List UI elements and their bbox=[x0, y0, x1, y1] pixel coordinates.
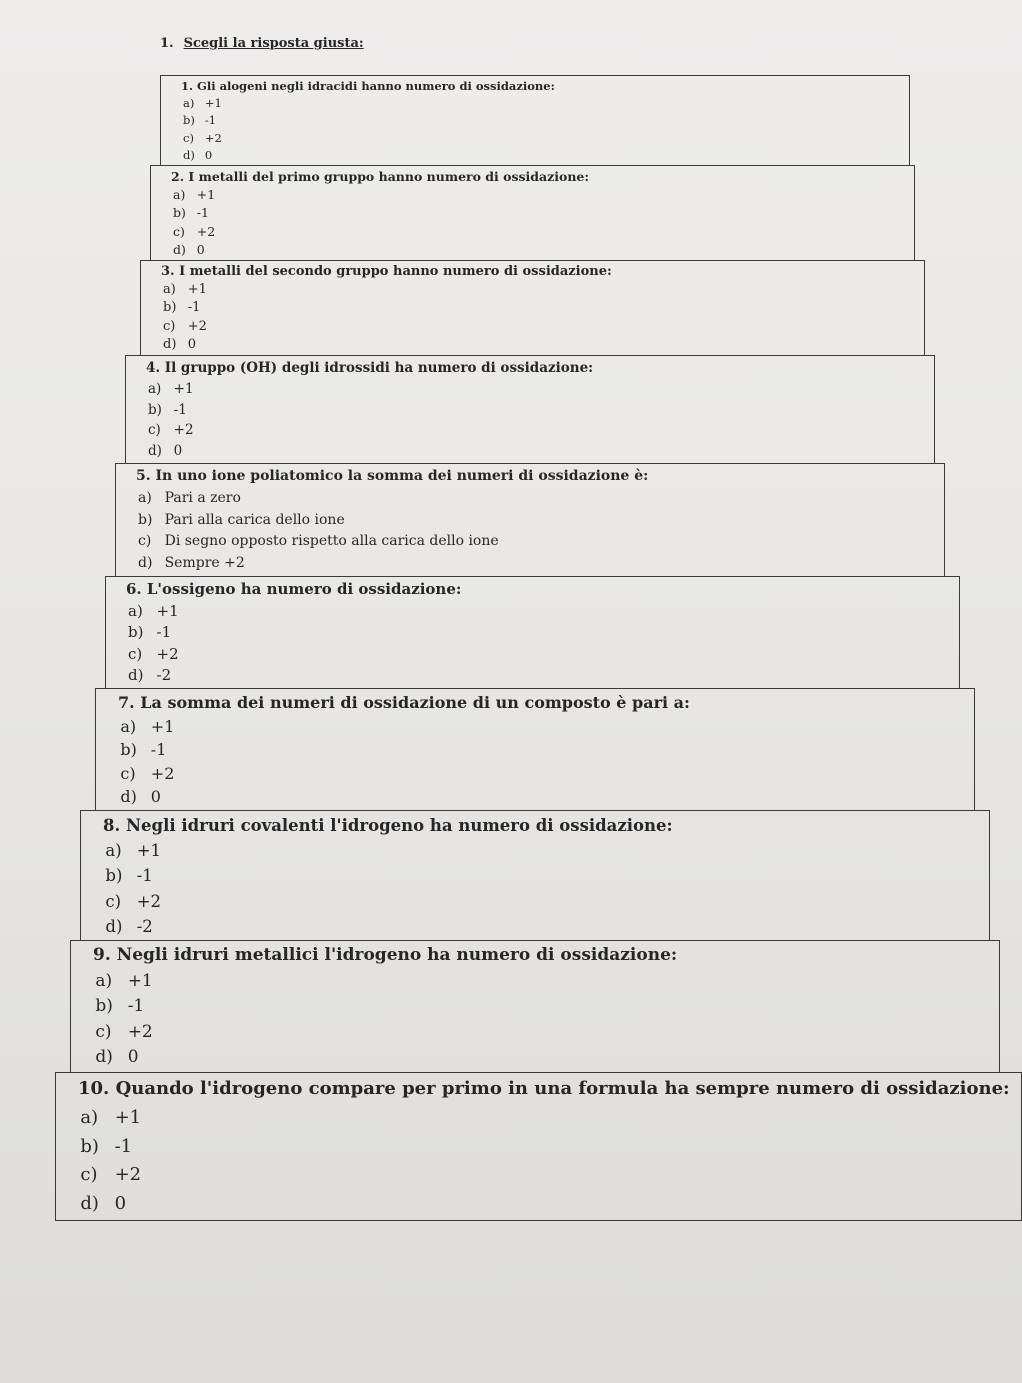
answer-option bbox=[171, 204, 914, 222]
option-letter: a) bbox=[163, 282, 176, 298]
option-text: 0 bbox=[204, 147, 213, 162]
answer-option bbox=[181, 95, 909, 112]
option-text: 0 bbox=[150, 787, 161, 807]
option-text: +1 bbox=[150, 716, 175, 736]
option-letter: b) bbox=[148, 401, 162, 418]
option-text: Di segno opposto rispetto alla carica dello ione bbox=[164, 533, 499, 550]
option-letter: a) bbox=[183, 96, 195, 111]
question-title: 3. I metalli del secondo gruppo hanno numero di ossidazione: bbox=[161, 264, 612, 279]
question-title: 2. I metalli del primo gruppo hanno numero di ossidazione: bbox=[171, 169, 589, 184]
option-letter: d) bbox=[183, 147, 195, 162]
option-letter: d) bbox=[128, 666, 144, 685]
option-letter: d) bbox=[163, 336, 177, 352]
option-text: -1 bbox=[173, 401, 187, 418]
option-text: +2 bbox=[156, 644, 179, 663]
option-text: -1 bbox=[156, 623, 172, 642]
question-title: 8. Negli idruri covalenti l'idrogeno ha numero di ossidazione: bbox=[103, 816, 673, 835]
question-3 bbox=[140, 260, 925, 355]
answer-option bbox=[161, 336, 924, 354]
question-title: 1. Gli alogeni negli idracidi hanno numero di ossidazione: bbox=[181, 79, 555, 93]
option-letter: c) bbox=[95, 1021, 112, 1042]
answer-option bbox=[118, 715, 974, 739]
answer-option bbox=[93, 1045, 999, 1071]
option-letter: b) bbox=[163, 300, 177, 316]
option-letter: d) bbox=[105, 916, 123, 936]
option-text: -1 bbox=[204, 113, 217, 128]
question-title: 6. L'ossigeno ha numero di ossidazione: bbox=[126, 580, 462, 598]
question-2 bbox=[150, 165, 915, 260]
answer-option bbox=[118, 785, 974, 809]
answer-option bbox=[93, 969, 999, 995]
option-letter: b) bbox=[183, 113, 195, 128]
option-text: -1 bbox=[187, 300, 201, 316]
option-letter: c) bbox=[120, 763, 136, 783]
answer-option bbox=[103, 889, 989, 914]
option-letter: d) bbox=[173, 241, 186, 257]
answer-option bbox=[78, 1104, 1021, 1133]
option-letter: d) bbox=[80, 1193, 99, 1215]
table-bottom-border bbox=[55, 1220, 1022, 1221]
option-text: Pari alla carica dello ione bbox=[164, 511, 345, 528]
option-letter: a) bbox=[138, 489, 152, 506]
answer-option bbox=[181, 147, 909, 164]
option-letter: a) bbox=[128, 601, 143, 620]
answer-option bbox=[126, 644, 959, 666]
option-text: +2 bbox=[196, 223, 216, 239]
answer-option bbox=[93, 1020, 999, 1046]
option-letter: a) bbox=[95, 970, 113, 991]
question-8 bbox=[80, 810, 990, 940]
question-title: 5. In uno ione poliatomico la somma dei numeri di ossidazione è: bbox=[136, 468, 649, 484]
answer-option bbox=[118, 738, 974, 762]
question-title: 4. Il gruppo (OH) degli idrossidi ha numero di ossidazione: bbox=[146, 360, 594, 376]
option-text: +1 bbox=[136, 841, 162, 861]
option-text: +1 bbox=[127, 970, 153, 991]
option-text: 0 bbox=[187, 336, 196, 352]
option-letter: c) bbox=[148, 422, 161, 439]
option-letter: b) bbox=[105, 866, 123, 886]
answer-option bbox=[161, 299, 924, 317]
answer-option bbox=[103, 838, 989, 863]
option-letter: b) bbox=[120, 740, 137, 760]
option-text: 0 bbox=[173, 443, 183, 460]
option-text: +2 bbox=[150, 763, 175, 783]
answer-option bbox=[78, 1190, 1021, 1219]
option-letter: c) bbox=[173, 223, 185, 239]
option-letter: c) bbox=[183, 130, 194, 145]
answer-option bbox=[171, 223, 914, 241]
option-text: +2 bbox=[187, 318, 207, 334]
option-text: -1 bbox=[136, 866, 153, 886]
option-text: -1 bbox=[150, 740, 167, 760]
answer-option bbox=[93, 994, 999, 1020]
option-text: +2 bbox=[127, 1021, 153, 1042]
answer-option bbox=[181, 112, 909, 129]
option-text: -1 bbox=[127, 996, 145, 1017]
option-letter: a) bbox=[148, 380, 162, 397]
option-letter: a) bbox=[105, 841, 122, 861]
answer-option bbox=[161, 281, 924, 299]
option-letter: d) bbox=[120, 787, 137, 807]
answer-option bbox=[146, 379, 934, 400]
option-text: Sempre +2 bbox=[164, 555, 245, 572]
option-text: +1 bbox=[187, 282, 207, 298]
option-letter: b) bbox=[95, 996, 113, 1017]
option-letter: d) bbox=[148, 443, 162, 460]
option-text: -1 bbox=[114, 1135, 133, 1157]
option-letter: c) bbox=[163, 318, 176, 334]
question-7 bbox=[95, 688, 975, 810]
option-text: -2 bbox=[156, 666, 172, 685]
option-letter: c) bbox=[80, 1164, 98, 1186]
question-title: 7. La somma dei numeri di ossidazione di un composto è pari a: bbox=[118, 693, 690, 712]
instruction-number: 1. bbox=[160, 36, 174, 51]
answer-option bbox=[136, 531, 944, 553]
option-letter: a) bbox=[120, 716, 137, 736]
option-letter: b) bbox=[80, 1135, 99, 1157]
answer-option bbox=[126, 601, 959, 623]
question-title: 10. Quando l'idrogeno compare per primo in una formula ha sempre numero di ossidazione: bbox=[78, 1078, 1010, 1099]
answer-option bbox=[171, 186, 914, 204]
option-letter: a) bbox=[80, 1106, 99, 1128]
answer-option bbox=[78, 1133, 1021, 1162]
option-text: +2 bbox=[204, 130, 222, 145]
question-6 bbox=[105, 576, 960, 688]
option-text: 0 bbox=[114, 1193, 127, 1215]
instruction-text: Scegli la risposta giusta: bbox=[183, 36, 364, 51]
answer-option bbox=[181, 130, 909, 147]
answer-option bbox=[103, 863, 989, 888]
option-letter: b) bbox=[138, 511, 153, 528]
answer-option bbox=[146, 441, 934, 462]
answer-option bbox=[78, 1161, 1021, 1190]
question-5 bbox=[115, 463, 945, 576]
option-text: 0 bbox=[196, 241, 205, 257]
option-text: +1 bbox=[173, 380, 194, 397]
question-4 bbox=[125, 355, 935, 463]
option-text: +2 bbox=[136, 891, 162, 911]
option-text: -2 bbox=[136, 916, 153, 936]
question-10 bbox=[55, 1072, 1022, 1220]
option-letter: d) bbox=[95, 1047, 113, 1068]
answer-option bbox=[146, 400, 934, 421]
option-text: +1 bbox=[204, 96, 222, 111]
answer-option bbox=[126, 665, 959, 687]
question-9 bbox=[70, 940, 1000, 1072]
option-text: +2 bbox=[114, 1164, 142, 1186]
answer-option bbox=[146, 420, 934, 441]
option-text: +2 bbox=[173, 422, 194, 439]
answer-option bbox=[136, 510, 944, 532]
option-text: +1 bbox=[196, 187, 216, 203]
answer-option bbox=[161, 318, 924, 336]
answer-option bbox=[136, 553, 944, 575]
answer-option bbox=[126, 622, 959, 644]
option-text: Pari a zero bbox=[164, 489, 241, 506]
question-title: 9. Negli idruri metallici l'idrogeno ha numero di ossidazione: bbox=[93, 945, 678, 965]
answer-option bbox=[103, 914, 989, 939]
option-text: 0 bbox=[127, 1047, 139, 1068]
option-letter: b) bbox=[128, 623, 144, 642]
option-letter: c) bbox=[128, 644, 143, 663]
option-text: +1 bbox=[156, 601, 179, 620]
answer-option bbox=[136, 488, 944, 510]
option-text: +1 bbox=[114, 1106, 142, 1128]
option-letter: c) bbox=[105, 891, 122, 911]
option-text: -1 bbox=[196, 205, 209, 221]
option-letter: d) bbox=[138, 555, 153, 572]
option-letter: a) bbox=[173, 187, 186, 203]
answer-option bbox=[118, 762, 974, 786]
answer-option bbox=[171, 241, 914, 259]
option-letter: c) bbox=[138, 533, 152, 550]
instruction-heading bbox=[160, 36, 364, 51]
option-letter: b) bbox=[173, 205, 186, 221]
question-1 bbox=[160, 75, 910, 165]
